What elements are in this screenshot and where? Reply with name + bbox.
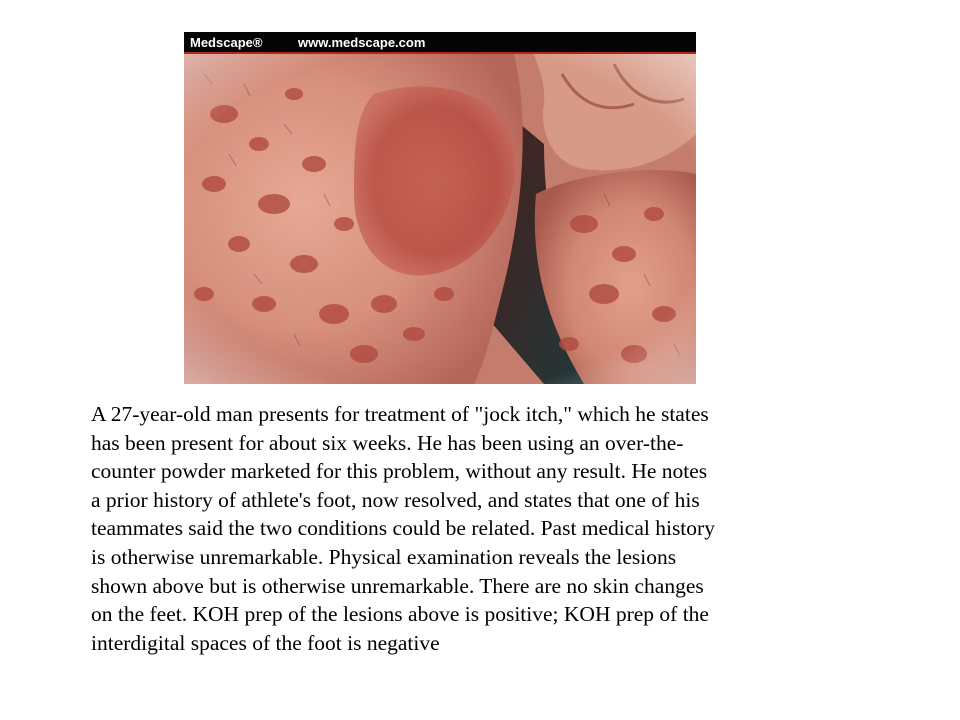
- banner-accent-strip: [184, 52, 696, 54]
- medscape-url-label: www.medscape.com: [298, 35, 426, 50]
- caption-line-4: a prior history of athlete's foot, now resolved, and states that one of his: [91, 487, 700, 512]
- clinical-photo: [184, 32, 696, 384]
- caption-line-7: shown above but is otherwise unremarkable. There are no skin changes: [91, 573, 704, 598]
- caption-line-9: interdigital spaces of the foot is negative: [91, 630, 440, 655]
- caption-line-6: is otherwise unremarkable. Physical examination reveals the lesions: [91, 544, 677, 569]
- caption-line-8: on the feet. KOH prep of the lesions above is positive; KOH prep of the: [91, 602, 709, 627]
- case-description: [91, 400, 881, 657]
- caption-line-3: counter powder marketed for this problem, without any result. He notes: [91, 459, 708, 484]
- medscape-brand-label: Medscape®: [190, 35, 263, 50]
- caption-line-2: has been present for about six weeks. He has been using an over-the-: [91, 430, 684, 455]
- photo-illustration: [184, 54, 696, 384]
- caption-line-1: A 27-year-old man presents for treatment of "jock itch," which he states: [91, 402, 709, 426]
- caption-line-5: teammates said the two conditions could be related. Past medical history: [91, 516, 715, 541]
- photo-watermark-banner: [184, 32, 696, 54]
